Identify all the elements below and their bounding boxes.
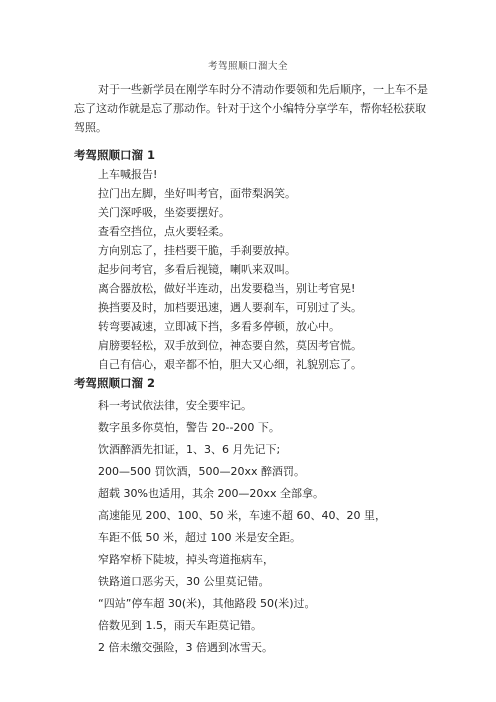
section-2-line: 窄路窄桥下陡坡，掉头弯道拖病车， — [98, 553, 274, 566]
section-1-line: 拉门出左脚，坐好叫考官，面带梨涡笑。 — [98, 187, 296, 200]
section-2-line: “四站”停车超 30(米)，其他路段 50(米)过。 — [98, 597, 316, 610]
document-title: 考驾照顺口溜大全 — [207, 61, 288, 72]
section-1-line: 起步问考官，多看后视镜，喇叭来双叫。 — [98, 263, 296, 276]
section-1-line: 转弯要减速，立即减下挡，多看多停顿，放心中。 — [98, 320, 340, 333]
section-2-line: 数字虽多你莫怕，警告 20--200 下。 — [98, 421, 280, 434]
section-1-line: 方向别忘了，挂档要干脆，手刹要放掉。 — [98, 244, 296, 257]
section-2-line: 倍数见到 1.5，雨天车距莫记错。 — [98, 619, 262, 632]
section-1-line: 查看空挡位，点火要轻柔。 — [98, 225, 230, 238]
section-2-line: 饮酒醉酒先扣证，1、3、6 月先记下; — [98, 443, 281, 456]
section-2-line: 200—500 罚饮酒，500—20xx 醉酒罚。 — [98, 465, 305, 478]
section-2-line: 高速能见 200、100、50 米，车速不超 60、40、20 里， — [98, 509, 386, 522]
section-2-line: 铁路道口恶劣天，30 公里莫记错。 — [98, 575, 270, 588]
section-heading-1: 考驾照顺口溜 1 — [74, 148, 156, 162]
section-1-line: 自己有信心，艰辛都不怕，胆大又心细，礼貌别忘了。 — [98, 358, 362, 371]
section-1-line: 离合器放松，做好半连动，出发要稳当，别让考官晃! — [98, 282, 356, 295]
intro-paragraph: 对于一些新学员在刚学车时分不清动作要领和先后顺序，一上车不是忘了这动作就是忘了那动作。针对于这个小编特分享学车，帮你轻松获取驾照。 — [74, 83, 428, 134]
section-2-line: 车距不低 50 米，超过 100 米是安全距。 — [98, 531, 301, 544]
section-1-line: 换挡要及时，加档要迅速，遇人要刹车，可别过了头。 — [98, 301, 362, 314]
section-2-line: 2 倍未缴交强险，3 倍遇到冰雪天。 — [98, 641, 273, 654]
section-1-line: 上车喊报告! — [98, 168, 158, 181]
section-2-line: 超载 30%也适用，其余 200—20xx 全部拿。 — [98, 487, 324, 500]
section-1-line: 关门深呼吸，坐姿要摆好。 — [98, 206, 230, 219]
section-2-line: 科一考试依法律，安全要牢记。 — [98, 399, 252, 412]
section-heading-2: 考驾照顺口溜 2 — [74, 376, 156, 390]
section-1-line: 肩膀要轻松，双手放到位，神态要自然，莫因考官慌。 — [98, 339, 362, 352]
